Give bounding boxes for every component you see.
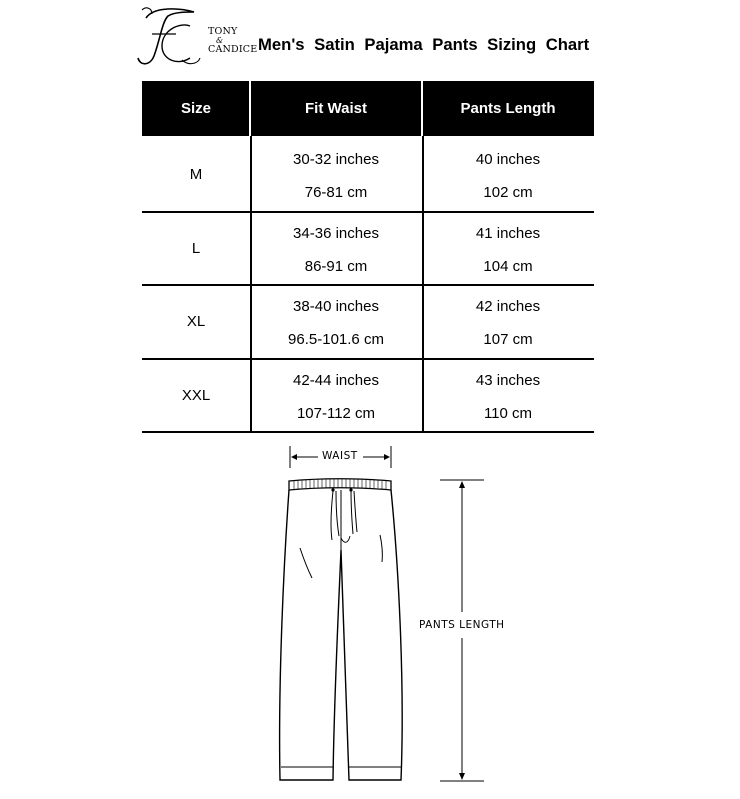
header-fit-waist: Fit Waist <box>305 100 367 117</box>
page-title: Men's Satin Pajama Pants Sizing Chart <box>258 35 590 54</box>
length-cell <box>422 212 594 285</box>
waist-inches: 38-40 inches <box>293 298 379 315</box>
length-cm: 102 cm <box>483 184 533 201</box>
waist-cm: 76-81 cm <box>304 184 368 201</box>
waist-cell <box>250 359 422 432</box>
pants-outline-icon <box>0 440 740 795</box>
size-cell: L <box>191 240 201 257</box>
length-cm: 110 cm <box>483 405 533 422</box>
header <box>132 0 602 72</box>
length-inches: 40 inches <box>475 151 541 168</box>
pants-measurement-diagram <box>0 440 740 795</box>
waist-cell <box>250 212 422 285</box>
column-divider <box>250 136 252 433</box>
logo-text-tony: TONY <box>208 26 238 37</box>
monogram-logo-icon <box>132 0 212 72</box>
length-cell <box>422 138 594 211</box>
waist-cell <box>250 138 422 211</box>
table-row <box>142 285 594 358</box>
header-pants-length: Pants Length <box>460 100 556 117</box>
length-inches: 43 inches <box>475 372 541 389</box>
logo-text-amp: & <box>216 36 224 45</box>
waist-inches: 30-32 inches <box>293 151 379 168</box>
waist-inches: 42-44 inches <box>293 372 379 389</box>
waist-label: WAIST <box>322 450 358 462</box>
waist-cm: 96.5-101.6 cm <box>288 331 384 348</box>
length-inches: 41 inches <box>475 225 541 242</box>
waist-inches: 34-36 inches <box>293 225 379 242</box>
length-cm: 107 cm <box>483 331 533 348</box>
row-divider <box>142 431 594 433</box>
table-row <box>142 359 594 432</box>
waist-cell <box>250 285 422 358</box>
header-size: Size <box>180 100 211 117</box>
table-row <box>142 212 594 285</box>
size-cell: M <box>189 166 203 183</box>
waist-cm: 107-112 cm <box>296 405 376 422</box>
pants-length-label: PANTS LENGTH <box>419 619 505 631</box>
length-cm: 104 cm <box>483 258 533 275</box>
length-cell <box>422 359 594 432</box>
logo-text-candice: CANDICE <box>208 44 258 55</box>
length-inches: 42 inches <box>475 298 541 315</box>
size-cell: XXL <box>181 387 211 404</box>
brand-logo <box>132 0 258 72</box>
length-cell <box>422 285 594 358</box>
size-cell: XL <box>186 313 206 330</box>
table-header <box>142 81 594 136</box>
column-divider <box>422 136 424 433</box>
waist-cm: 86-91 cm <box>304 258 368 275</box>
table-row <box>142 138 594 211</box>
